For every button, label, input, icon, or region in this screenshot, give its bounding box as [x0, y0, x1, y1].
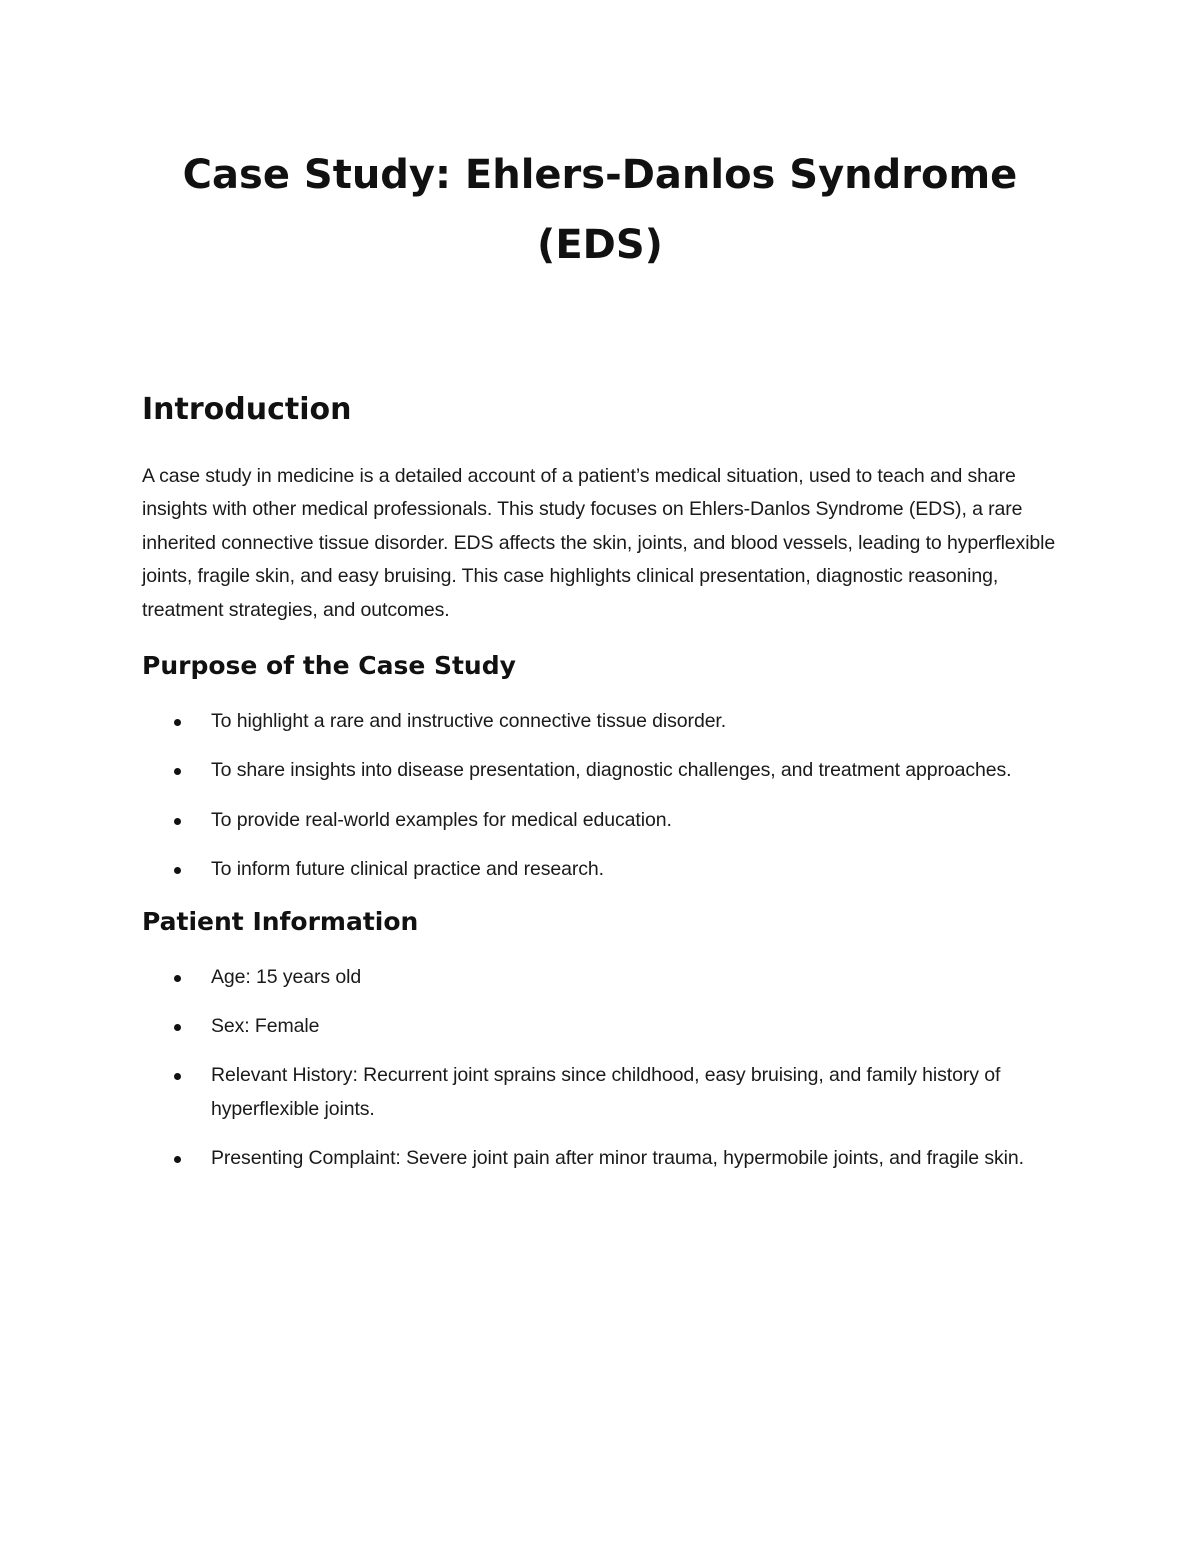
introduction-heading: Introduction [142, 392, 352, 427]
introduction-section [142, 388, 1062, 627]
list-item [142, 804, 1062, 837]
list-item-text: Age: 15 years old [211, 965, 362, 988]
bullet-icon [174, 768, 181, 775]
page-title: Case Study: Ehlers-Danlos Syndrome (EDS) [182, 152, 1018, 268]
purpose-list [142, 705, 1062, 887]
list-item [142, 853, 1062, 886]
list-item-text: Sex: Female [211, 1015, 320, 1038]
list-item-text: To inform future clinical practice and research. [211, 858, 604, 881]
patient-information-list [142, 961, 1062, 1176]
bullet-icon [174, 818, 181, 825]
bullet-icon [174, 1156, 181, 1163]
list-item-text: To share insights into disease presentation, diagnostic challenges, and treatment approaches. [211, 759, 1012, 782]
patient-information-heading: Patient Information [142, 906, 419, 936]
bullet-icon [174, 975, 181, 982]
bullet-icon [174, 1024, 181, 1031]
list-item-text: To highlight a rare and instructive connective tissue disorder. [211, 710, 727, 733]
list-item-text: To provide real-world examples for medical education. [211, 808, 672, 831]
purpose-section [142, 647, 1062, 887]
document-body [142, 388, 1062, 1176]
patient-information-section [142, 903, 1062, 1176]
list-item [142, 705, 1062, 738]
list-item [142, 961, 1062, 994]
bullet-icon [174, 1073, 181, 1080]
list-item [142, 1010, 1062, 1043]
bullet-icon [174, 719, 181, 726]
list-item-text: Relevant History: Recurrent joint sprains since childhood, easy bruising, and family history of hyperflexible joints. [211, 1064, 1001, 1120]
list-item [142, 1059, 1062, 1126]
list-item-text: Presenting Complaint: Severe joint pain after minor trauma, hypermobile joints, and fragile skin. [211, 1147, 1024, 1170]
list-item [142, 1142, 1062, 1175]
bullet-icon [174, 867, 181, 874]
purpose-heading: Purpose of the Case Study [142, 651, 516, 681]
introduction-paragraph: A case study in medicine is a detailed account of a patient’s medical situation, used to teach and share insights with other medical professionals. This study focuses on Ehlers-Danlos Syndrome (EDS), a rare inherited connective tissue disorder. EDS affects the skin, joints, and blood vessels, leading to hyperflexible joints, fragile skin, and easy bruising. This case highlights clinical presentation, diagnostic reasoning, treatment strategies, and outcomes. [142, 465, 1056, 621]
list-item [142, 754, 1062, 787]
